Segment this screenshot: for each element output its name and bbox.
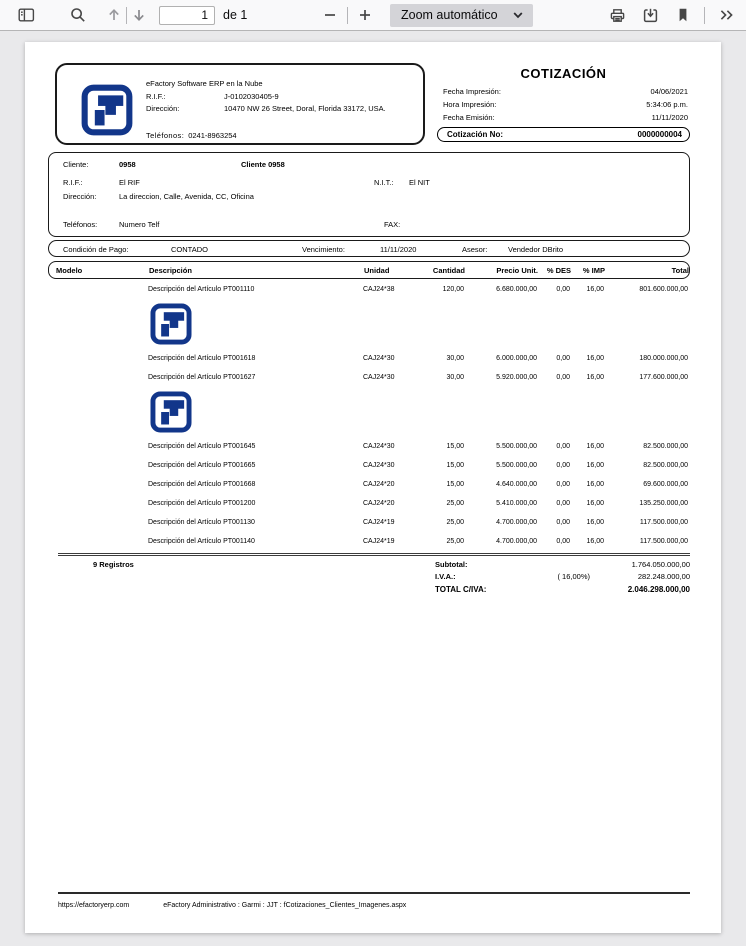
column-header-imp: % IMP [582,265,605,275]
items-table-header [48,261,690,279]
client-nit-value: El NIT [409,178,430,187]
company-rif-value: J-0102030405-9 [224,91,279,101]
document-title: COTIZACIÓN [520,66,607,81]
minus-icon [322,7,338,23]
client-rif-value: El RIF [119,178,140,187]
print-button[interactable] [605,3,629,27]
page-count-label: de 1 [223,8,248,22]
items-list [48,280,690,551]
print-date-value: 04/06/2021 [650,87,688,96]
quote-number-label: Cotización No: [447,130,503,139]
payment-conditions-box [48,240,690,257]
quote-number-box [437,127,690,142]
table-row: Descripción del Artículo PT001627 CAJ24*30 30,00 5.920.000,00 0,00 16,00 177.600.000,00 [148,374,688,381]
client-code: 0958 [119,160,136,169]
column-header-descripcion: Descripción [149,265,192,275]
zoom-select[interactable] [390,4,533,27]
iva-label: I.V.A.: [435,572,456,581]
document-footer [58,892,690,909]
emission-date-value: 11/11/2020 [651,113,688,122]
table-row: Descripción del Artículo PT001665 CAJ24*30 15,00 5.500.000,00 0,00 16,00 82.500.000,00 [148,462,688,469]
company-rif-label: R.I.F.: [146,91,166,101]
print-date-label: Fecha Impresión: [443,87,501,96]
company-name: eFactory Software ERP en la Nube [146,79,263,88]
client-address-value: La direccion, Calle, Avenida, CC, Oficina [119,192,254,201]
emission-date-label: Fecha Emisión: [443,113,495,122]
column-header-total: Total [671,265,689,275]
footer-url: https://efactoryerp.com [58,902,130,909]
iva-rate: ( 16,00%) [557,572,590,581]
download-icon [642,7,659,24]
search-icon [70,7,86,23]
more-tools-button[interactable] [714,3,738,27]
bookmark-button[interactable] [671,3,695,27]
plus-icon [357,7,373,23]
toolbar-divider [347,7,348,24]
print-time-value: 5:34:06 p.m. [646,100,688,109]
table-row: Descripción del Artículo PT001130 CAJ24*19 25,00 4.700.000,00 0,00 16,00 117.500.000,00 [148,519,688,526]
viewer-content [0,42,746,946]
client-name: Cliente 0958 [241,160,285,169]
totals-block [435,559,690,596]
zoom-select-label: Zoom automático [401,8,498,22]
client-phones-label: Teléfonos: [63,220,98,229]
pdf-page [25,42,721,933]
table-row: Descripción del Artículo PT001140 CAJ24*19 25,00 4.700.000,00 0,00 16,00 117.500.000,00 [148,538,688,545]
client-label: Cliente: [63,160,89,169]
quote-number-value: 0000000004 [637,130,682,139]
total-value: 2.046.298.000,00 [627,585,690,594]
client-address-label: Dirección: [63,192,97,201]
total-label: TOTAL C/IVA: [435,585,487,594]
advisor-value: Vendedor DBrito [508,245,564,254]
table-row: Descripción del Artículo PT001618 CAJ24*30 30,00 6.000.000,00 0,00 16,00 180.000.000,00 [148,355,688,362]
search-button[interactable] [66,3,90,27]
arrow-up-icon [106,7,122,23]
company-phones-label: Teléfonos: [146,130,185,140]
column-header-unidad: Unidad [364,265,390,275]
client-fax-label: FAX: [384,220,401,229]
efactory-logo-icon [81,84,133,136]
table-row: Descripción del Artículo PT001645 CAJ24*30 15,00 5.500.000,00 0,00 16,00 82.500.000,00 [148,443,688,450]
product-image [48,299,690,349]
sidebar-icon [18,7,35,23]
next-page-button[interactable] [127,3,151,27]
due-label: Vencimiento: [302,245,345,254]
printer-icon [609,7,626,24]
company-info-box [55,63,425,145]
table-row: Descripción del Artículo PT001110 CAJ24*38 120,00 6.680.000,00 0,00 16,00 801.600.000,00 [148,286,688,293]
double-chevron-icon [718,7,735,23]
pdf-viewer-toolbar [0,0,746,31]
summary-divider [58,553,690,556]
save-button[interactable] [638,3,662,27]
advisor-label: Asesor: [462,245,488,254]
column-header-modelo: Modelo [56,265,83,275]
column-header-cantidad: Cantidad [432,265,465,275]
column-header-des: % DES [546,265,571,275]
client-rif-label: R.I.F.: [63,178,83,187]
arrow-down-icon [131,7,147,23]
subtotal-value: 1.764.050.000,00 [631,560,690,569]
due-value: 11/11/2020 [380,245,417,254]
table-row: Descripción del Artículo PT001668 CAJ24*20 15,00 4.640.000,00 0,00 16,00 69.600.000,00 [148,481,688,488]
payment-value: CONTADO [171,245,208,254]
bookmark-icon [675,7,691,23]
subtotal-label: Subtotal: [435,560,468,569]
chevron-down-icon [512,9,524,21]
efactory-logo-icon [150,391,192,433]
column-header-precio: Precio Unit. [496,265,538,275]
company-address-label: Dirección: [146,104,180,113]
payment-label: Condición de Pago: [63,245,129,254]
client-phones-value: Numero Telf [119,220,160,229]
client-nit-label: N.I.T.: [374,178,394,187]
toolbar-divider [704,7,705,24]
print-time-label: Hora Impresión: [443,100,497,109]
table-row: Descripción del Artículo PT001200 CAJ24*20 25,00 5.410.000,00 0,00 16,00 135.250.000,00 [148,500,688,507]
records-count: 9 Registros [93,560,134,569]
zoom-out-button[interactable] [318,3,342,27]
previous-page-button[interactable] [102,3,126,27]
footer-path: eFactory Administrativo : Garmi : JJT : fCotizaciones_Clientes_Imagenes.aspx [163,902,407,909]
efactory-logo-icon [150,303,192,345]
company-address-value: 10470 NW 26 Street, Doral, Florida 33172, USA. [224,104,386,113]
page-number-input[interactable] [159,6,215,25]
iva-value: 282.248.000,00 [637,572,690,581]
company-phones-value: 0241-8963254 [188,130,237,140]
product-image [48,387,690,437]
sidebar-toggle-button[interactable] [14,3,38,27]
zoom-in-button[interactable] [353,3,377,27]
client-info-box [48,152,690,237]
